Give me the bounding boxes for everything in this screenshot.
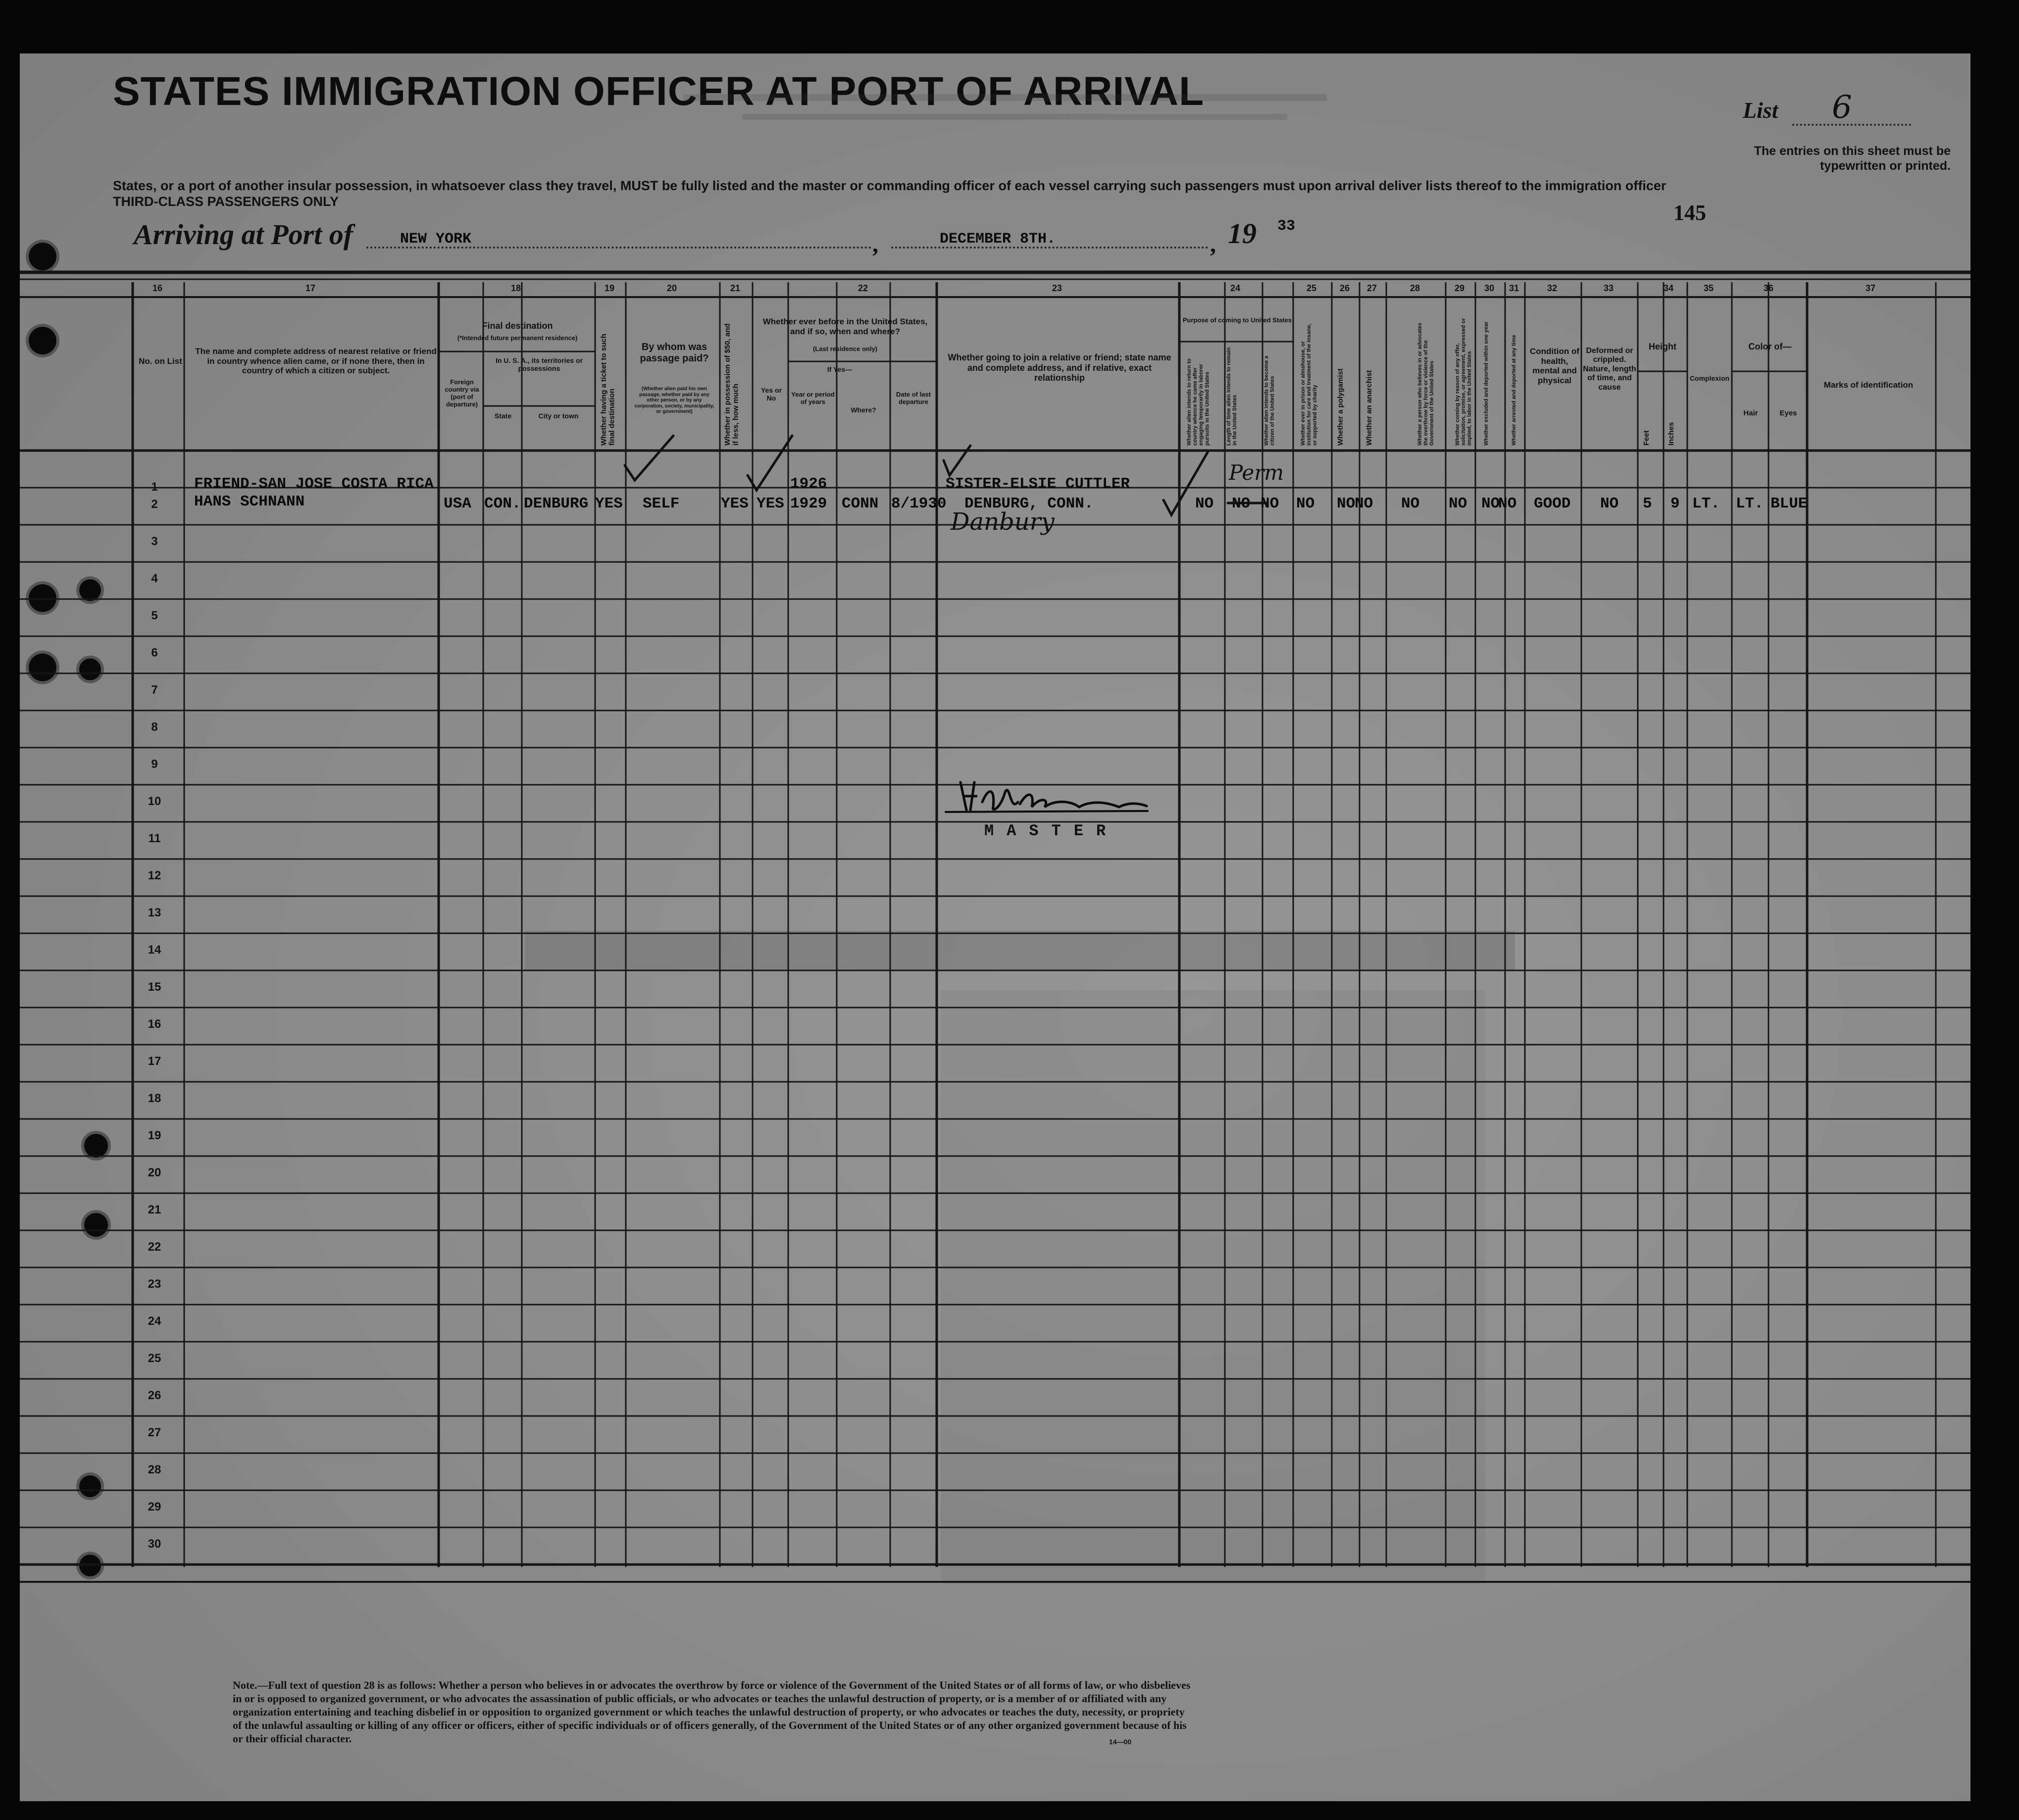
hair-color-value: LT. — [1736, 495, 1764, 512]
footnote-question-28: Note.—Full text of question 28 is as follows: Whether a person who believes in or advocates the overthrow by force or violence of the Government of the United States or of all forms of law, or who disbelieves in or is opposed to organized government, or who advocates the assassination of public officials, or who advocates or teaches the unlawful destruction of property, or is a member of or affiliated with any organization entertaining and teaching disbelief in or opposition to organized government or which teaches the unlawful destruction of property, or who advocates or teaches the duty, necessity, or propriety of the unlawful assaulting or killing of any officer or officers, either of specific individuals or of officers generally, of the Government of the United States or of any other organized government because of his or their official character. — [233, 1679, 1191, 1745]
previous-where: CONN — [842, 495, 879, 512]
col22-subtitle: (Last residence only) — [812, 345, 878, 353]
col17-header: The name and complete address of nearest relative or friend in country whence alien came, or if none there, then in country of which a citizen or subject. — [195, 347, 437, 376]
typewritten-note: The entries on this sheet must be typewritten or printed. — [1754, 144, 1951, 173]
has-50-dollars: YES — [721, 495, 749, 512]
col22-year-header: Year or period of years — [791, 391, 835, 405]
arrival-date: DECEMBER 8TH. — [940, 231, 1056, 248]
row-number: 6 — [151, 646, 158, 659]
row-number: 11 — [148, 832, 161, 845]
col19-header: Whether having a ticket to such final destination — [600, 334, 616, 446]
col22-date-header: Date of last departure — [896, 391, 931, 405]
destination-state: CON. — [484, 495, 521, 512]
col26-header: Whether a polygamist — [1336, 368, 1345, 446]
col18-usa-header: In U. S. A., its territories or possessions — [495, 356, 583, 373]
purpose-length-handwritten: Perm — [1229, 460, 1284, 485]
row-number: 8 — [151, 720, 158, 734]
column-number: 32 — [1547, 283, 1558, 293]
col33-header: Deformed or crippled. Nature, length of time, and cause — [1583, 347, 1636, 392]
prison-value: NO — [1296, 495, 1315, 512]
form-code: 14—00 — [1109, 1738, 1132, 1746]
column-number: 22 — [858, 283, 868, 293]
page-number: 145 — [1673, 201, 1706, 225]
row-number: 28 — [148, 1463, 161, 1476]
column-number: 23 — [1052, 283, 1062, 293]
column-number: 34 — [1664, 283, 1674, 293]
excluded-value: NO — [1481, 495, 1500, 512]
col22-ifyes: If Yes— — [827, 365, 853, 373]
row-number: 23 — [148, 1277, 161, 1291]
joining-handwritten-note: Danbury — [951, 508, 1055, 536]
column-number: 17 — [305, 283, 316, 293]
year-prefix: 19 — [1228, 217, 1257, 250]
row-number: 18 — [148, 1092, 161, 1105]
deformed-value: NO — [1600, 495, 1619, 512]
column-number: 25 — [1307, 283, 1317, 293]
height-feet: 5 — [1643, 495, 1652, 512]
passenger-class-note: THIRD-CLASS PASSENGERS ONLY — [113, 194, 339, 209]
joining-relative-line1: SISTER-ELSIE CUTTLER — [946, 475, 1130, 493]
row-number: 22 — [148, 1240, 161, 1254]
years-line1: 1926 — [790, 475, 827, 493]
row-number: 5 — [151, 609, 158, 622]
arrival-port: NEW YORK — [400, 231, 472, 248]
column-number: 26 — [1340, 283, 1350, 293]
foreign-country: USA — [444, 495, 471, 512]
col24-return-header: Whether alien intends to return to country whence he came after engaging temporarily in laborer pursuits in the United States — [1186, 358, 1211, 446]
col16-header: No. on List — [139, 356, 182, 366]
health-value: GOOD — [1534, 495, 1571, 512]
col32-header: Condition of health, mental and physical — [1529, 347, 1580, 385]
list-number: 6 — [1832, 89, 1852, 126]
column-number: 37 — [1866, 283, 1876, 293]
labor-offer-value: NO — [1449, 495, 1467, 512]
col20-title: By whom was passage paid? — [640, 342, 709, 364]
col36-title: Color of— — [1748, 342, 1792, 352]
row-number: 20 — [148, 1166, 161, 1179]
col20-subtitle: (Whether alien paid his own passage, whether paid by any other person, or by any corporation, society, municipality, or government) — [634, 386, 714, 414]
list-label: List — [1743, 98, 1778, 123]
col34-inches-header: Inches — [1667, 422, 1675, 446]
purpose-length: NO — [1232, 495, 1251, 512]
complexion-value: LT. — [1692, 495, 1720, 512]
purpose-return: NO — [1195, 495, 1214, 512]
column-number: 33 — [1604, 283, 1614, 293]
eye-color-value: BLUE — [1770, 495, 1808, 512]
document-title: STATES IMMIGRATION OFFICER AT PORT OF ARRIVAL — [113, 69, 1205, 114]
deported-value: NO — [1498, 495, 1517, 512]
col31-header: Whether arrested and deported at any time — [1511, 335, 1517, 446]
row-number: 16 — [148, 1017, 161, 1031]
col18-state-header: State — [494, 412, 512, 420]
column-number: 29 — [1455, 283, 1465, 293]
col18-foreign-header: Foreign country via (port of departure) — [445, 378, 479, 408]
row-number: 25 — [148, 1352, 161, 1365]
polygamist-value: NO — [1337, 495, 1356, 512]
row-number: 4 — [151, 572, 158, 585]
purpose-citizen: NO — [1261, 495, 1279, 512]
comma: , — [872, 231, 878, 257]
col21-header: Whether in possession of $50, and if less, how much — [723, 323, 740, 446]
column-number: 30 — [1484, 283, 1495, 293]
row-number: 1 — [151, 480, 158, 494]
row-number: 17 — [148, 1055, 161, 1068]
row-number: 12 — [148, 869, 161, 882]
master-label: MASTER — [984, 822, 1119, 840]
column-number: 19 — [605, 283, 615, 293]
col36-hair-header: Hair — [1743, 409, 1758, 417]
row-number: 29 — [148, 1500, 161, 1514]
row-number: 19 — [148, 1129, 161, 1142]
last-departure-date: 8/1930 — [891, 495, 947, 512]
col18-subtitle: (*Intended future permanent residence) — [457, 334, 578, 342]
column-number: 21 — [730, 283, 741, 293]
row-number: 9 — [151, 758, 158, 771]
col37-header: Marks of identification — [1823, 380, 1914, 390]
col34-feet-header: Feet — [1642, 430, 1651, 446]
col25-header: Whether ever in prison or almshouse, or institution for care and treatment of the insane, or supported by charity — [1300, 323, 1318, 446]
year-suffix: 33 — [1277, 218, 1296, 235]
row-number: 10 — [148, 795, 161, 808]
col22-yesno-header: Yes or No — [760, 386, 782, 403]
row-number: 2 — [151, 498, 158, 511]
been-before: YES — [757, 495, 784, 512]
anarchist-value: NO — [1355, 495, 1373, 512]
col24-length-header: Length of time alien intends to remain in the United States — [1226, 347, 1238, 446]
row-number: 13 — [148, 906, 161, 919]
column-number: 18 — [511, 283, 521, 293]
column-number: 27 — [1367, 283, 1377, 293]
column-number: 36 — [1764, 283, 1774, 293]
destination-city: DENBURG — [524, 495, 589, 512]
col34-title: Height — [1649, 342, 1676, 352]
comma-2: , — [1210, 231, 1216, 257]
col28-header: Whether a person who believes in or advocates the overthrow by force or violence of the Government of the United States — [1417, 322, 1435, 446]
row-number: 7 — [151, 683, 158, 697]
col24-title: Purpose of coming to United States — [1182, 316, 1292, 324]
row-number: 30 — [148, 1537, 161, 1551]
row-number: 15 — [148, 980, 161, 994]
column-number: 24 — [1230, 283, 1241, 293]
document-subtitle: States, or a port of another insular possession, in whatsoever class they travel, MUST be fully listed and the master or commanding officer of each vessel carrying such passengers must upon arrival deliver lists thereof to the immigration officer — [113, 178, 1666, 193]
column-number: 35 — [1704, 283, 1714, 293]
passage-paid-by: SELF — [643, 495, 680, 512]
row-number: 3 — [151, 535, 158, 548]
col24-citizen-header: Whether alien intends to become a citizen of the United States — [1263, 355, 1276, 446]
ticket-value: YES — [595, 495, 623, 512]
column-number: 28 — [1410, 283, 1420, 293]
col35-header: Complexion — [1689, 374, 1730, 382]
height-inches: 9 — [1670, 495, 1680, 512]
column-number: 20 — [667, 283, 677, 293]
col18-title: Final destination — [482, 321, 553, 331]
col22-where-header: Where? — [851, 406, 876, 414]
joining-relative-line2: DENBURG, CONN. — [964, 495, 1094, 512]
column-number: 16 — [152, 283, 163, 293]
col18-city-header: City or town — [538, 412, 579, 420]
row-number: 21 — [148, 1203, 161, 1216]
column-number: 31 — [1509, 283, 1519, 293]
col27-header: Whether an anarchist — [1365, 370, 1373, 446]
col30-header: Whether excluded and deported within one year — [1483, 321, 1489, 446]
arriving-label: Arriving at Port of — [134, 218, 353, 251]
row-number: 14 — [148, 943, 161, 957]
col23-header: Whether going to join a relative or friend; state name and complete address, and if relative, exact relationship — [948, 353, 1171, 383]
row-number: 26 — [148, 1389, 161, 1402]
overthrow-value: NO — [1401, 495, 1420, 512]
col29-header: Whether coming by reason of any offer, solicitation, promise, or agreement, expressed or implied, to labor in the United States — [1455, 318, 1473, 446]
col36-eyes-header: Eyes — [1779, 409, 1797, 417]
relative-address-line1: FRIEND-SAN JOSE COSTA RICA — [194, 475, 434, 493]
row-number: 27 — [148, 1426, 161, 1439]
relative-address-line2: HANS SCHNANN — [194, 493, 305, 510]
col22-title: Whether ever before in the United States, and if so, when and where? — [762, 317, 928, 336]
row-number: 24 — [148, 1314, 161, 1328]
years-line2: 1929 — [790, 495, 827, 512]
